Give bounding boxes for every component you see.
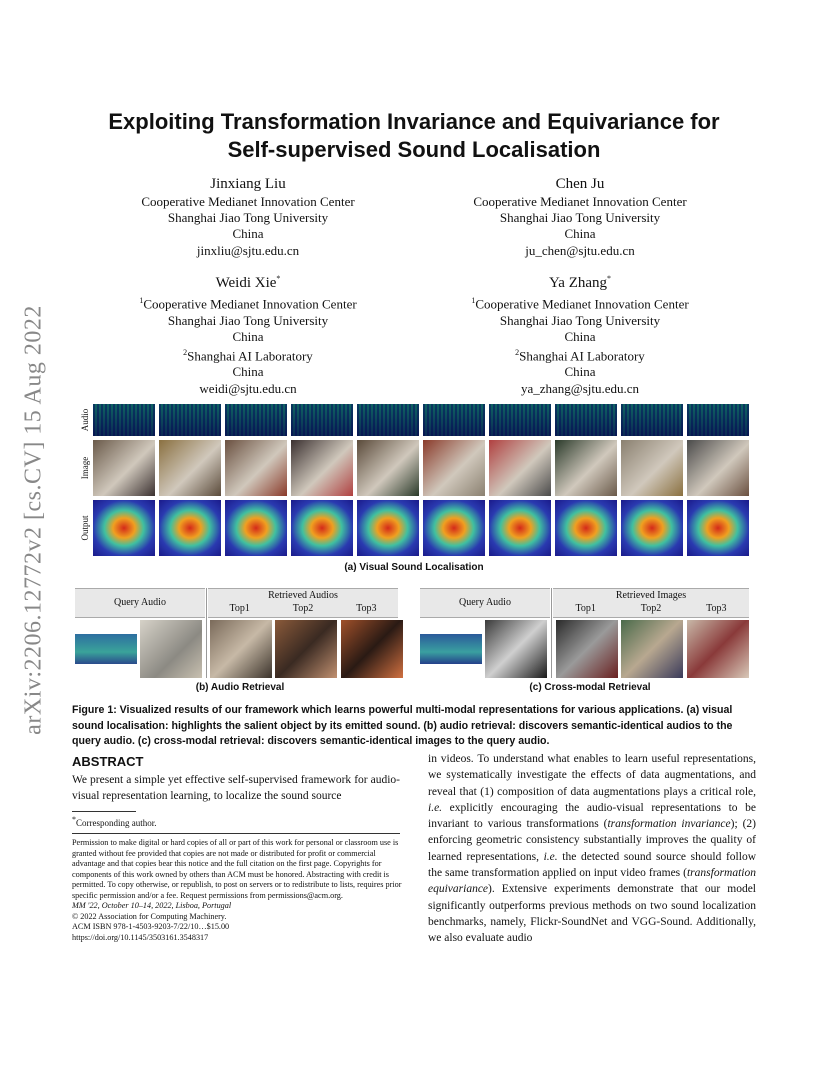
retrieved-images-header: Retrieved Images Top1 Top2 Top3 bbox=[553, 588, 749, 618]
image-tile bbox=[489, 440, 551, 496]
image-tile bbox=[357, 440, 419, 496]
query-audio-header-b: Query Audio bbox=[75, 588, 205, 618]
heatmap-tile bbox=[423, 500, 485, 556]
image-tile bbox=[225, 440, 287, 496]
retrieved-image-c1 bbox=[556, 620, 618, 678]
row-label-audio: Audio bbox=[80, 408, 90, 432]
query-image-cat bbox=[140, 620, 202, 678]
image-tile bbox=[555, 440, 617, 496]
heatmap-tile bbox=[687, 500, 749, 556]
arxiv-stamp: arXiv:2206.12772v2 [cs.CV] 15 Aug 2022 bbox=[20, 305, 47, 735]
heatmap-tile bbox=[357, 500, 419, 556]
spectrogram-tile bbox=[555, 404, 617, 436]
row-label-image: Image bbox=[80, 456, 90, 480]
image-tile bbox=[291, 440, 353, 496]
divider-b bbox=[206, 588, 207, 678]
image-tile bbox=[687, 440, 749, 496]
paper-title: Exploiting Transformation Invariance and Equivariance for Self-supervised Sound Localisation bbox=[108, 109, 720, 162]
permission-block: Permission to make digital or hard copies of all or part of this work for personal or classroom use is granted without fee provided that copies are not made or distributed for profit or commercial advantage and that copies bear this notice and the full citation on the first page. Copyrights for components of this work owned by others than ACM must be honored. Abstracting with credit is permitted. To copy otherwise, or republish, to post on servers or to redistribute to lists, requires prior specific permission and/or a fee. Request permissions from permissions@acm.org. MM '22, October 10–14, 2022, Lisboa, Portugal © 2022 Association for Computing Machinery. ACM ISBN 978-1-4503-9203-7/22/10…$15.00 https://doi.org/10.1145/3503161.3548317 bbox=[72, 838, 402, 942]
image-tile bbox=[423, 440, 485, 496]
image-tile bbox=[93, 440, 155, 496]
abstract-left-text: We present a simple yet effective self-supervised framework for audio-visual representation learning, to localize the sound source bbox=[72, 774, 400, 803]
query-spectrogram-b bbox=[75, 634, 137, 664]
footnote: *Corresponding author. bbox=[72, 815, 157, 828]
heatmap-tile bbox=[291, 500, 353, 556]
spectrogram-tile bbox=[423, 404, 485, 436]
spectrogram-tile bbox=[93, 404, 155, 436]
spectrogram-tile bbox=[225, 404, 287, 436]
author-block-2: Chen Ju Cooperative Medianet Innovation Center Shanghai Jiao Tong University China ju_chen@sjtu.edu.cn bbox=[473, 176, 687, 258]
spectrogram-tile bbox=[621, 404, 683, 436]
figure-caption: Figure 1: Visualized results of our framework which learns powerful multi-modal representations for various applications. (a) visual sound localisation: highlights the salient object by its emitted sound. (b) audio retrieval: discovers semantic-identical audios to the query audio. (c) cross-modal retrieval: discovers semantic-identical images to the query audio. bbox=[72, 704, 733, 747]
subcaption-c: (c) Cross-modal Retrieval bbox=[529, 682, 651, 693]
retrieved-image-c3 bbox=[687, 620, 749, 678]
heatmap-tile bbox=[159, 500, 221, 556]
query-image-accordion bbox=[485, 620, 547, 678]
retrieved-image-c2 bbox=[621, 620, 683, 678]
spectrogram-tile bbox=[357, 404, 419, 436]
heatmap-tile bbox=[489, 500, 551, 556]
divider-c bbox=[551, 588, 552, 678]
abstract-heading: ABSTRACT bbox=[72, 754, 144, 769]
query-audio-header-c: Query Audio bbox=[420, 588, 550, 618]
spectrogram-tile bbox=[489, 404, 551, 436]
retrieved-image-3 bbox=[341, 620, 403, 678]
heatmap-tile bbox=[93, 500, 155, 556]
subcaption-a: (a) Visual Sound Localisation bbox=[344, 562, 484, 573]
abstract-right-text: in videos. To understand what enables to learn useful representations, we systematically investigate the effects of data augmentations, and reveal that (1) composition of data augmentations plays a critical role, i.e. explicitly encouraging the audio-visual representations to be invariant to various transformations (transformation invariance); (2) enforcing geometric consistency substantially improves the quality of learned representations, i.e. the detected sound source should follow the same transformation applied on input video frames (transformation equivariance). Extensive experiments demonstrate that our model significantly outperforms previous methods on two sound localization benchmarks, namely, Flickr-SoundNet and VGG-Sound. Additionally, we also evaluate audio bbox=[428, 753, 756, 945]
retrieved-image-1 bbox=[210, 620, 272, 678]
footnote-rule bbox=[72, 811, 136, 812]
image-tile bbox=[159, 440, 221, 496]
row-label-output: Output bbox=[80, 515, 90, 541]
spectrogram-tile bbox=[291, 404, 353, 436]
query-spectrogram-c bbox=[420, 634, 482, 664]
spectrogram-tile bbox=[159, 404, 221, 436]
author-block-1: Jinxiang Liu Cooperative Medianet Innovation Center Shanghai Jiao Tong University China jinxliu@sjtu.edu.cn bbox=[141, 176, 355, 258]
spectrogram-tile bbox=[687, 404, 749, 436]
retrieved-image-2 bbox=[275, 620, 337, 678]
heatmap-tile bbox=[555, 500, 617, 556]
subcaption-b: (b) Audio Retrieval bbox=[195, 682, 285, 693]
author-block-4: Ya Zhang* $^1$Cooperative Medianet Innovation Center Shanghai Jiao Tong University China $^2$Shanghai AI Laboratory China ya_zhang@sjtu.edu.cn bbox=[471, 274, 689, 396]
permission-rule bbox=[72, 833, 400, 834]
image-tile bbox=[621, 440, 683, 496]
author-block-3: Weidi Xie* $^1$Cooperative Medianet Innovation Center Shanghai Jiao Tong University China $^2$Shanghai AI Laboratory China weidi@sjtu.edu.cn bbox=[139, 274, 357, 396]
retrieved-audios-header: Retrieved Audios Top1 Top2 Top3 bbox=[208, 588, 398, 618]
heatmap-tile bbox=[225, 500, 287, 556]
heatmap-tile bbox=[621, 500, 683, 556]
